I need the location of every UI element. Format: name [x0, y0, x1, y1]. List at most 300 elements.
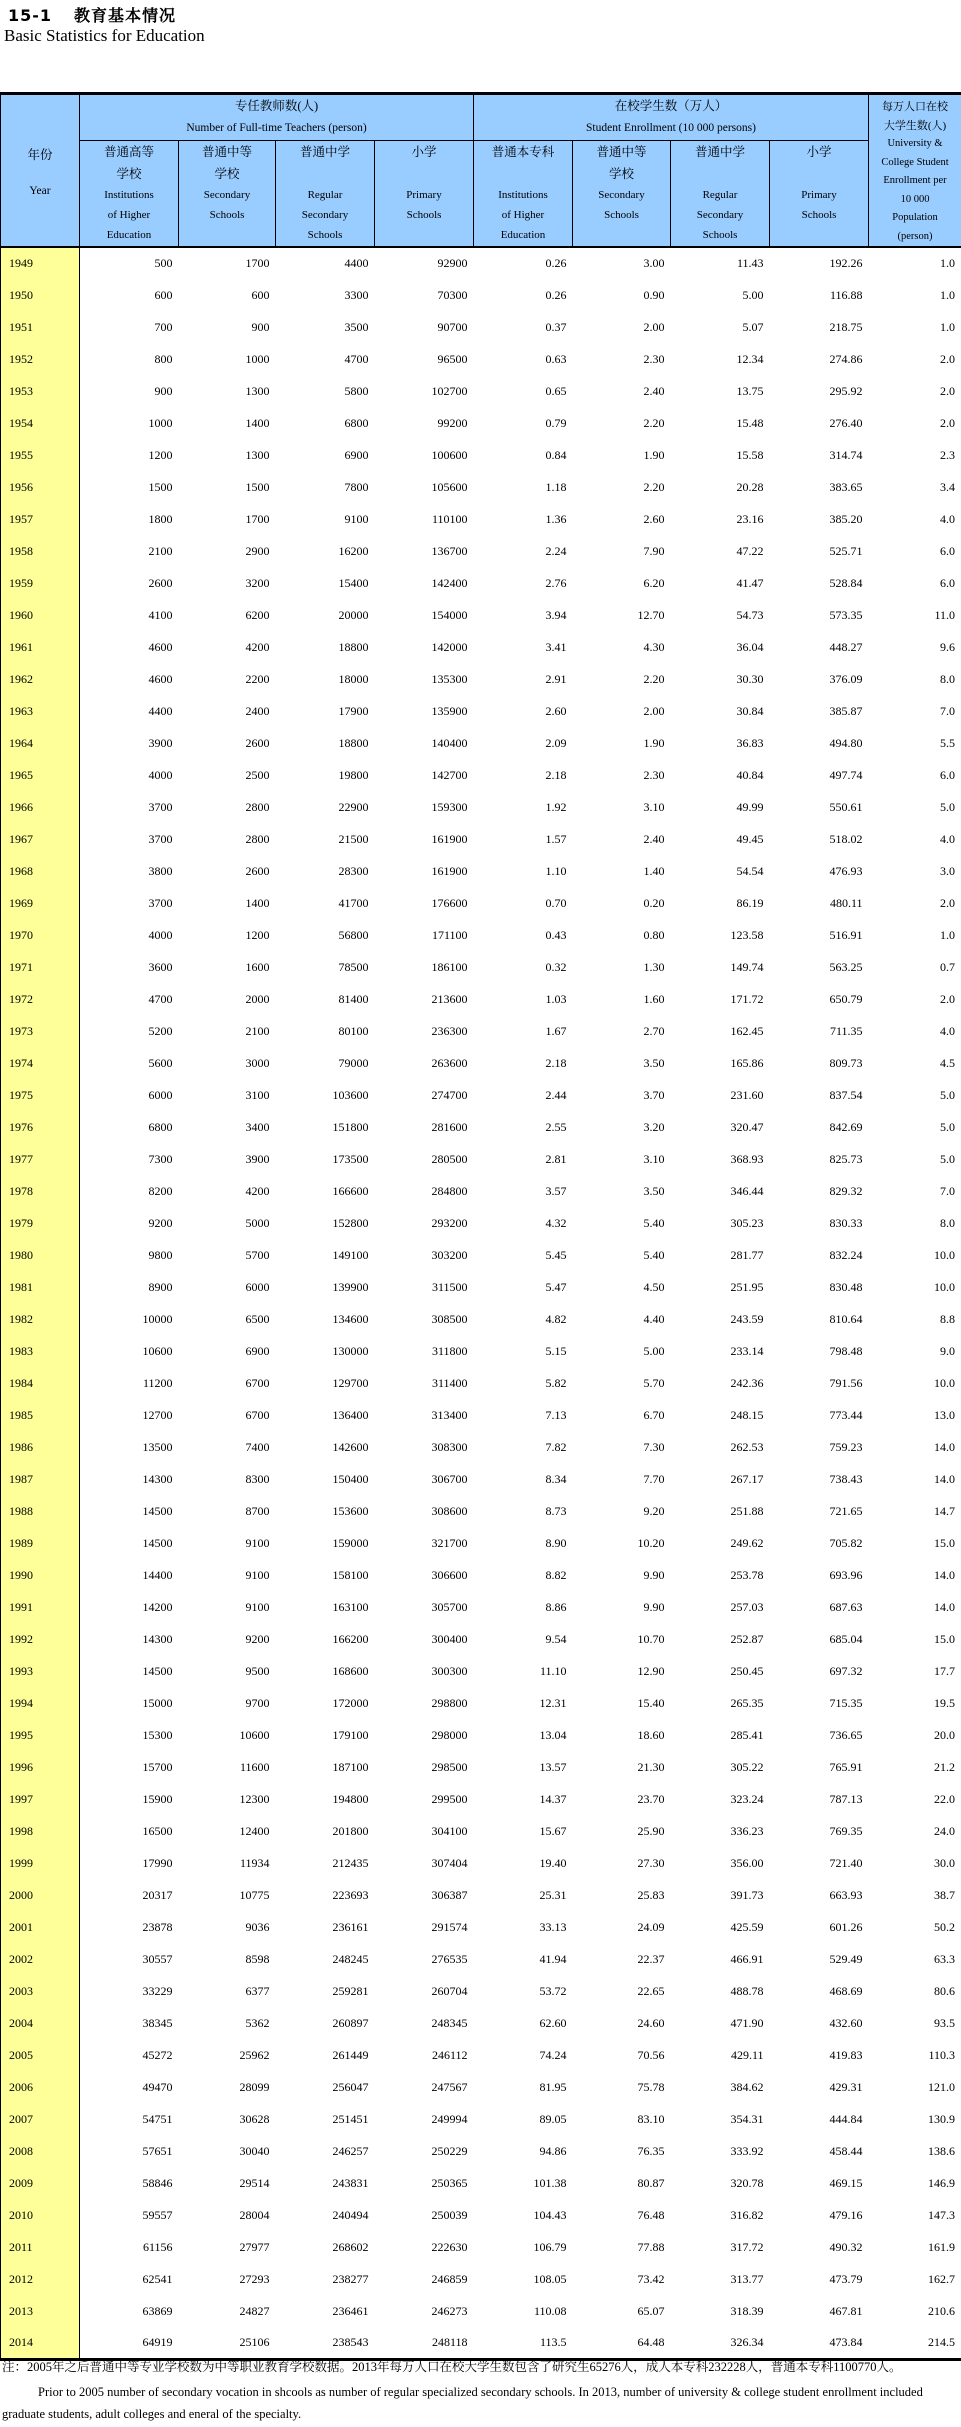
value-cell: 58846 — [142, 2175, 173, 2190]
table-row — [1, 1047, 961, 1079]
value-cell: 251451 — [332, 2111, 369, 2126]
value-cell: 238543 — [332, 2334, 369, 2349]
value-cell: 2.30 — [643, 767, 665, 782]
value-cell: 130000 — [332, 1343, 369, 1358]
column-header: 普通高等 学校 Institutions of Higher Education — [80, 140, 179, 247]
value-cell: 693.96 — [829, 1567, 863, 1582]
value-cell: 6900 — [344, 447, 369, 462]
value-cell: 5.47 — [545, 1279, 567, 1294]
enrollment-group-header — [474, 94, 869, 141]
value-cell: 4000 — [148, 927, 173, 942]
value-cell: 0.26 — [545, 287, 567, 302]
year-cell: 1989 — [1, 1527, 80, 1559]
value-cell: 3100 — [245, 1087, 270, 1102]
value-cell: 14300 — [142, 1631, 173, 1646]
value-cell: 280500 — [431, 1151, 468, 1166]
value-cell: 2.20 — [643, 479, 665, 494]
value-cell: 173500 — [332, 1151, 369, 1166]
value-cell: 267.17 — [730, 1471, 764, 1486]
value-cell: 525.71 — [829, 543, 863, 558]
table-row — [1, 1527, 961, 1559]
value-cell: 4.40 — [643, 1311, 665, 1326]
value-cell: 308500 — [431, 1311, 468, 1326]
value-cell: 3400 — [245, 1119, 270, 1134]
table-row — [1, 1335, 961, 1367]
value-cell: 7.70 — [643, 1471, 665, 1486]
value-cell: 139900 — [332, 1279, 369, 1294]
value-cell: 550.61 — [829, 799, 863, 814]
value-cell: 4600 — [148, 671, 173, 686]
year-cell: 1965 — [1, 759, 80, 791]
value-cell: 1.0 — [940, 256, 955, 270]
value-cell: 210.6 — [928, 2303, 955, 2318]
table-row — [1, 1207, 961, 1239]
table-row — [1, 503, 961, 535]
value-cell: 900 — [251, 319, 270, 334]
value-cell: 3300 — [344, 287, 369, 302]
year-cell: 1952 — [1, 343, 80, 375]
value-cell: 2.40 — [643, 383, 665, 398]
value-cell: 1000 — [245, 351, 270, 366]
table-row — [1, 2103, 961, 2135]
value-cell: 1.57 — [545, 831, 567, 846]
teachers-group-header — [80, 94, 474, 141]
value-cell: 38345 — [142, 2015, 173, 2030]
table-row — [1, 279, 961, 311]
table-row — [1, 727, 961, 759]
value-cell: 20317 — [142, 1887, 173, 1902]
value-cell: 20.0 — [934, 1727, 955, 1742]
year-cell: 1984 — [1, 1367, 80, 1399]
value-cell: 28099 — [239, 2079, 270, 2094]
value-cell: 321700 — [431, 1535, 468, 1550]
value-cell: 276535 — [431, 1951, 468, 1966]
value-cell: 62541 — [142, 2271, 173, 2286]
value-cell: 70.56 — [637, 2047, 665, 2062]
table-row — [1, 791, 961, 823]
value-cell: 650.79 — [829, 991, 863, 1006]
value-cell: 57651 — [142, 2143, 173, 2158]
value-cell: 787.13 — [829, 1791, 863, 1806]
value-cell: 5.0 — [940, 1119, 955, 1134]
value-cell: 298000 — [431, 1727, 468, 1742]
table-row — [1, 759, 961, 791]
value-cell: 8.82 — [545, 1567, 567, 1582]
value-cell: 10775 — [239, 1887, 270, 1902]
value-cell: 15.0 — [934, 1535, 955, 1550]
value-cell: 93.5 — [934, 2015, 955, 2030]
value-cell: 765.91 — [829, 1759, 863, 1774]
value-cell: 1.60 — [643, 991, 665, 1006]
per-capita-column-header: 每万人口在校 大学生数(人) University & College Student Enrollment per 10 000 Population (person) — [869, 94, 961, 248]
value-cell: 2.20 — [643, 415, 665, 430]
year-cell: 1982 — [1, 1303, 80, 1335]
value-cell: 830.33 — [829, 1215, 863, 1230]
value-cell: 30.0 — [934, 1855, 955, 1870]
value-cell: 1000 — [148, 415, 173, 430]
value-cell: 0.20 — [643, 895, 665, 910]
value-cell: 3.70 — [643, 1087, 665, 1102]
value-cell: 36.83 — [736, 735, 764, 750]
table-row — [1, 1399, 961, 1431]
value-cell: 317.72 — [730, 2239, 764, 2254]
value-cell: 2000 — [245, 991, 270, 1006]
value-cell: 376.09 — [829, 671, 863, 686]
value-cell: 201800 — [332, 1823, 369, 1838]
value-cell: 11.10 — [539, 1663, 567, 1678]
value-cell: 9800 — [148, 1247, 173, 1262]
value-cell: 63.3 — [934, 1951, 955, 1966]
value-cell: 41.94 — [539, 1951, 567, 1966]
value-cell: 711.35 — [829, 1023, 863, 1038]
value-cell: 30557 — [142, 1951, 173, 1966]
value-cell: 383.65 — [829, 479, 863, 494]
value-cell: 6900 — [245, 1343, 270, 1358]
value-cell: 168600 — [332, 1663, 369, 1678]
value-cell: 13.0 — [934, 1407, 955, 1422]
value-cell: 246273 — [431, 2303, 468, 2318]
value-cell: 15.58 — [736, 447, 764, 462]
value-cell: 0.26 — [545, 256, 567, 270]
enrollment-group-label-en: Student Enrollment (10 000 persons) — [586, 122, 756, 134]
value-cell: 250229 — [431, 2143, 468, 2158]
table-row — [1, 599, 961, 631]
value-cell: 2.18 — [545, 767, 567, 782]
value-cell: 4000 — [148, 767, 173, 782]
year-cell: 1960 — [1, 599, 80, 631]
value-cell: 458.44 — [829, 2143, 863, 2158]
year-cell: 1963 — [1, 695, 80, 727]
value-cell: 19.5 — [934, 1695, 955, 1710]
table-row — [1, 1687, 961, 1719]
value-cell: 1700 — [245, 511, 270, 526]
value-cell: 2.60 — [643, 511, 665, 526]
table-row — [1, 2295, 961, 2327]
value-cell: 2.44 — [545, 1087, 567, 1102]
value-cell: 600 — [251, 287, 270, 302]
value-cell: 246257 — [332, 2143, 369, 2158]
value-cell: 18000 — [338, 671, 369, 686]
value-cell: 7.30 — [643, 1439, 665, 1454]
year-cell: 1969 — [1, 887, 80, 919]
value-cell: 2900 — [245, 543, 270, 558]
value-cell: 769.35 — [829, 1823, 863, 1838]
value-cell: 9036 — [245, 1919, 270, 1934]
value-cell: 3900 — [148, 735, 173, 750]
value-cell: 105600 — [431, 479, 468, 494]
value-cell: 721.65 — [829, 1503, 863, 1518]
value-cell: 74.24 — [539, 2047, 567, 2062]
value-cell: 151800 — [332, 1119, 369, 1134]
table-row — [1, 1559, 961, 1591]
value-cell: 123.58 — [730, 927, 764, 942]
value-cell: 2500 — [245, 767, 270, 782]
value-cell: 30628 — [239, 2111, 270, 2126]
value-cell: 9100 — [245, 1535, 270, 1550]
value-cell: 15.0 — [934, 1631, 955, 1646]
value-cell: 5.82 — [545, 1375, 567, 1390]
value-cell: 11934 — [239, 1855, 270, 1870]
value-cell: 759.23 — [829, 1439, 863, 1454]
value-cell: 8598 — [245, 1951, 270, 1966]
value-cell: 11200 — [142, 1375, 173, 1390]
value-cell: 429.31 — [829, 2079, 863, 2094]
table-row — [1, 983, 961, 1015]
value-cell: 5.70 — [643, 1375, 665, 1390]
value-cell: 721.40 — [829, 1855, 863, 1870]
value-cell: 295.92 — [829, 383, 863, 398]
year-cell: 2005 — [1, 2039, 80, 2071]
value-cell: 251.88 — [730, 1503, 764, 1518]
value-cell: 1.03 — [545, 991, 567, 1006]
year-cell: 1968 — [1, 855, 80, 887]
value-cell: 2.30 — [643, 351, 665, 366]
value-cell: 253.78 — [730, 1567, 764, 1582]
value-cell: 150400 — [332, 1471, 369, 1486]
value-cell: 22900 — [338, 799, 369, 814]
value-cell: 12.31 — [539, 1695, 567, 1710]
value-cell: 471.90 — [730, 2015, 764, 2030]
value-cell: 2.0 — [940, 383, 955, 398]
value-cell: 213600 — [431, 991, 468, 1006]
value-cell: 49.45 — [736, 831, 764, 846]
year-cell: 1981 — [1, 1271, 80, 1303]
value-cell: 5000 — [245, 1215, 270, 1230]
value-cell: 900 — [154, 383, 173, 398]
value-cell: 11.43 — [736, 256, 764, 270]
table-row — [1, 695, 961, 727]
value-cell: 2.20 — [643, 671, 665, 686]
value-cell: 467.81 — [829, 2303, 863, 2318]
value-cell: 2.40 — [643, 831, 665, 846]
value-cell: 429.11 — [730, 2047, 764, 2062]
table-row — [1, 1495, 961, 1527]
value-cell: 0.84 — [545, 447, 567, 462]
value-cell: 214.5 — [928, 2334, 955, 2349]
value-cell: 101.38 — [533, 2175, 567, 2190]
value-cell: 837.54 — [829, 1087, 863, 1102]
value-cell: 14.0 — [934, 1599, 955, 1614]
value-cell: 243831 — [332, 2175, 369, 2190]
value-cell: 5.0 — [940, 799, 955, 814]
value-cell: 176600 — [431, 895, 468, 910]
year-cell: 2003 — [1, 1975, 80, 2007]
value-cell: 240494 — [332, 2207, 369, 2222]
value-cell: 2800 — [245, 799, 270, 814]
value-cell: 425.59 — [730, 1919, 764, 1934]
year-cell: 2009 — [1, 2167, 80, 2199]
value-cell: 3.0 — [940, 863, 955, 878]
value-cell: 8.0 — [940, 1215, 955, 1230]
value-cell: 2.18 — [545, 1055, 567, 1070]
value-cell: 153600 — [332, 1503, 369, 1518]
value-cell: 152800 — [332, 1215, 369, 1230]
table-row — [1, 1783, 961, 1815]
value-cell: 260897 — [332, 2015, 369, 2030]
value-cell: 19800 — [338, 767, 369, 782]
value-cell: 13.57 — [539, 1759, 567, 1774]
value-cell: 306387 — [431, 1887, 468, 1902]
year-cell: 1977 — [1, 1143, 80, 1175]
value-cell: 9100 — [245, 1567, 270, 1582]
value-cell: 9100 — [245, 1599, 270, 1614]
value-cell: 298500 — [431, 1759, 468, 1774]
value-cell: 3600 — [148, 959, 173, 974]
value-cell: 354.31 — [730, 2111, 764, 2126]
value-cell: 601.26 — [829, 1919, 863, 1934]
value-cell: 179100 — [332, 1727, 369, 1742]
value-cell: 308300 — [431, 1439, 468, 1454]
value-cell: 56800 — [338, 927, 369, 942]
table-row — [1, 311, 961, 343]
column-header: 小学 Primary Schools — [770, 140, 869, 247]
value-cell: 7.0 — [940, 1183, 955, 1198]
value-cell: 3.94 — [545, 607, 567, 622]
value-cell: 10.0 — [934, 1279, 955, 1294]
value-cell: 187100 — [332, 1759, 369, 1774]
value-cell: 99200 — [437, 415, 468, 430]
value-cell: 6.0 — [940, 767, 955, 782]
value-cell: 798.48 — [829, 1343, 863, 1358]
value-cell: 138.6 — [928, 2143, 955, 2158]
year-cell: 1967 — [1, 823, 80, 855]
year-cell: 2001 — [1, 1911, 80, 1943]
value-cell: 1700 — [245, 256, 270, 270]
value-cell: 842.69 — [829, 1119, 863, 1134]
value-cell: 3700 — [148, 799, 173, 814]
year-cell: 1975 — [1, 1079, 80, 1111]
value-cell: 528.84 — [829, 575, 863, 590]
year-cell: 2000 — [1, 1879, 80, 1911]
value-cell: 21.2 — [934, 1759, 955, 1774]
value-cell: 14400 — [142, 1567, 173, 1582]
value-cell: 149100 — [332, 1247, 369, 1262]
value-cell: 10.70 — [637, 1631, 665, 1646]
value-cell: 12.90 — [637, 1663, 665, 1678]
value-cell: 5.15 — [545, 1343, 567, 1358]
value-cell: 0.65 — [545, 383, 567, 398]
table-row — [1, 1175, 961, 1207]
value-cell: 2.70 — [643, 1023, 665, 1038]
value-cell: 1500 — [148, 479, 173, 494]
value-cell: 33.13 — [539, 1919, 567, 1934]
value-cell: 238277 — [332, 2271, 369, 2286]
value-cell: 419.83 — [829, 2047, 863, 2062]
table-row — [1, 471, 961, 503]
value-cell: 49.99 — [736, 799, 764, 814]
value-cell: 25106 — [239, 2334, 270, 2349]
value-cell: 15400 — [338, 575, 369, 590]
value-cell: 320.47 — [730, 1119, 764, 1134]
value-cell: 38.7 — [934, 1887, 955, 1902]
table-row — [1, 1463, 961, 1495]
table-row — [1, 439, 961, 471]
table-row — [1, 1143, 961, 1175]
value-cell: 3700 — [148, 831, 173, 846]
value-cell: 2.09 — [545, 735, 567, 750]
table-body — [1, 247, 961, 2359]
value-cell: 15700 — [142, 1759, 173, 1774]
value-cell: 0.80 — [643, 927, 665, 942]
value-cell: 54.73 — [736, 607, 764, 622]
value-cell: 488.78 — [730, 1983, 764, 1998]
value-cell: 2600 — [245, 863, 270, 878]
value-cell: 9.54 — [545, 1631, 567, 1646]
value-cell: 1600 — [245, 959, 270, 974]
value-cell: 5.0 — [940, 1151, 955, 1166]
group-header-row — [1, 94, 961, 141]
value-cell: 311800 — [431, 1343, 468, 1358]
value-cell: 8.90 — [545, 1535, 567, 1550]
value-cell: 3200 — [245, 575, 270, 590]
value-cell: 236461 — [332, 2303, 369, 2318]
value-cell: 13.75 — [736, 383, 764, 398]
value-cell: 573.35 — [829, 607, 863, 622]
value-cell: 6.0 — [940, 575, 955, 590]
teachers-group-label-en: Number of Full-time Teachers (person) — [186, 122, 367, 134]
value-cell: 6377 — [245, 1983, 270, 1998]
column-header: 普通中学 Regular Secondary Schools — [276, 140, 375, 247]
value-cell: 17.7 — [934, 1663, 955, 1678]
table-row — [1, 2071, 961, 2103]
value-cell: 158100 — [332, 1567, 369, 1582]
value-cell: 108.05 — [533, 2271, 567, 2286]
value-cell: 736.65 — [829, 1727, 863, 1742]
value-cell: 700 — [154, 319, 173, 334]
value-cell: 14.7 — [934, 1503, 955, 1518]
value-cell: 262.53 — [730, 1439, 764, 1454]
value-cell: 25.31 — [539, 1887, 567, 1902]
value-cell: 12700 — [142, 1407, 173, 1422]
value-cell: 23878 — [142, 1919, 173, 1934]
value-cell: 1200 — [148, 447, 173, 462]
value-cell: 14300 — [142, 1471, 173, 1486]
value-cell: 305700 — [431, 1599, 468, 1614]
value-cell: 248345 — [431, 2015, 468, 2030]
value-cell: 18800 — [338, 735, 369, 750]
value-cell: 9700 — [245, 1695, 270, 1710]
value-cell: 41700 — [338, 895, 369, 910]
value-cell: 476.93 — [829, 863, 863, 878]
year-cell: 2014 — [1, 2327, 80, 2359]
column-header: 小学 Primary Schools — [375, 140, 474, 247]
value-cell: 136700 — [431, 543, 468, 558]
value-cell: 305.23 — [730, 1215, 764, 1230]
value-cell: 830.48 — [829, 1279, 863, 1294]
value-cell: 28004 — [239, 2207, 270, 2222]
value-cell: 16500 — [142, 1823, 173, 1838]
value-cell: 1400 — [245, 415, 270, 430]
value-cell: 6.70 — [643, 1407, 665, 1422]
value-cell: 1.10 — [545, 863, 567, 878]
year-cell: 1962 — [1, 663, 80, 695]
value-cell: 136400 — [332, 1407, 369, 1422]
value-cell: 21500 — [338, 831, 369, 846]
value-cell: 12300 — [239, 1791, 270, 1806]
value-cell: 14.37 — [539, 1791, 567, 1806]
table-row — [1, 887, 961, 919]
value-cell: 246859 — [431, 2271, 468, 2286]
year-cell: 1950 — [1, 279, 80, 311]
value-cell: 385.87 — [829, 703, 863, 718]
year-cell: 1987 — [1, 1463, 80, 1495]
value-cell: 274700 — [431, 1087, 468, 1102]
value-cell: 9100 — [344, 511, 369, 526]
value-cell: 6700 — [245, 1407, 270, 1422]
value-cell: 444.84 — [829, 2111, 863, 2126]
value-cell: 0.90 — [643, 287, 665, 302]
value-cell: 76.35 — [637, 2143, 665, 2158]
